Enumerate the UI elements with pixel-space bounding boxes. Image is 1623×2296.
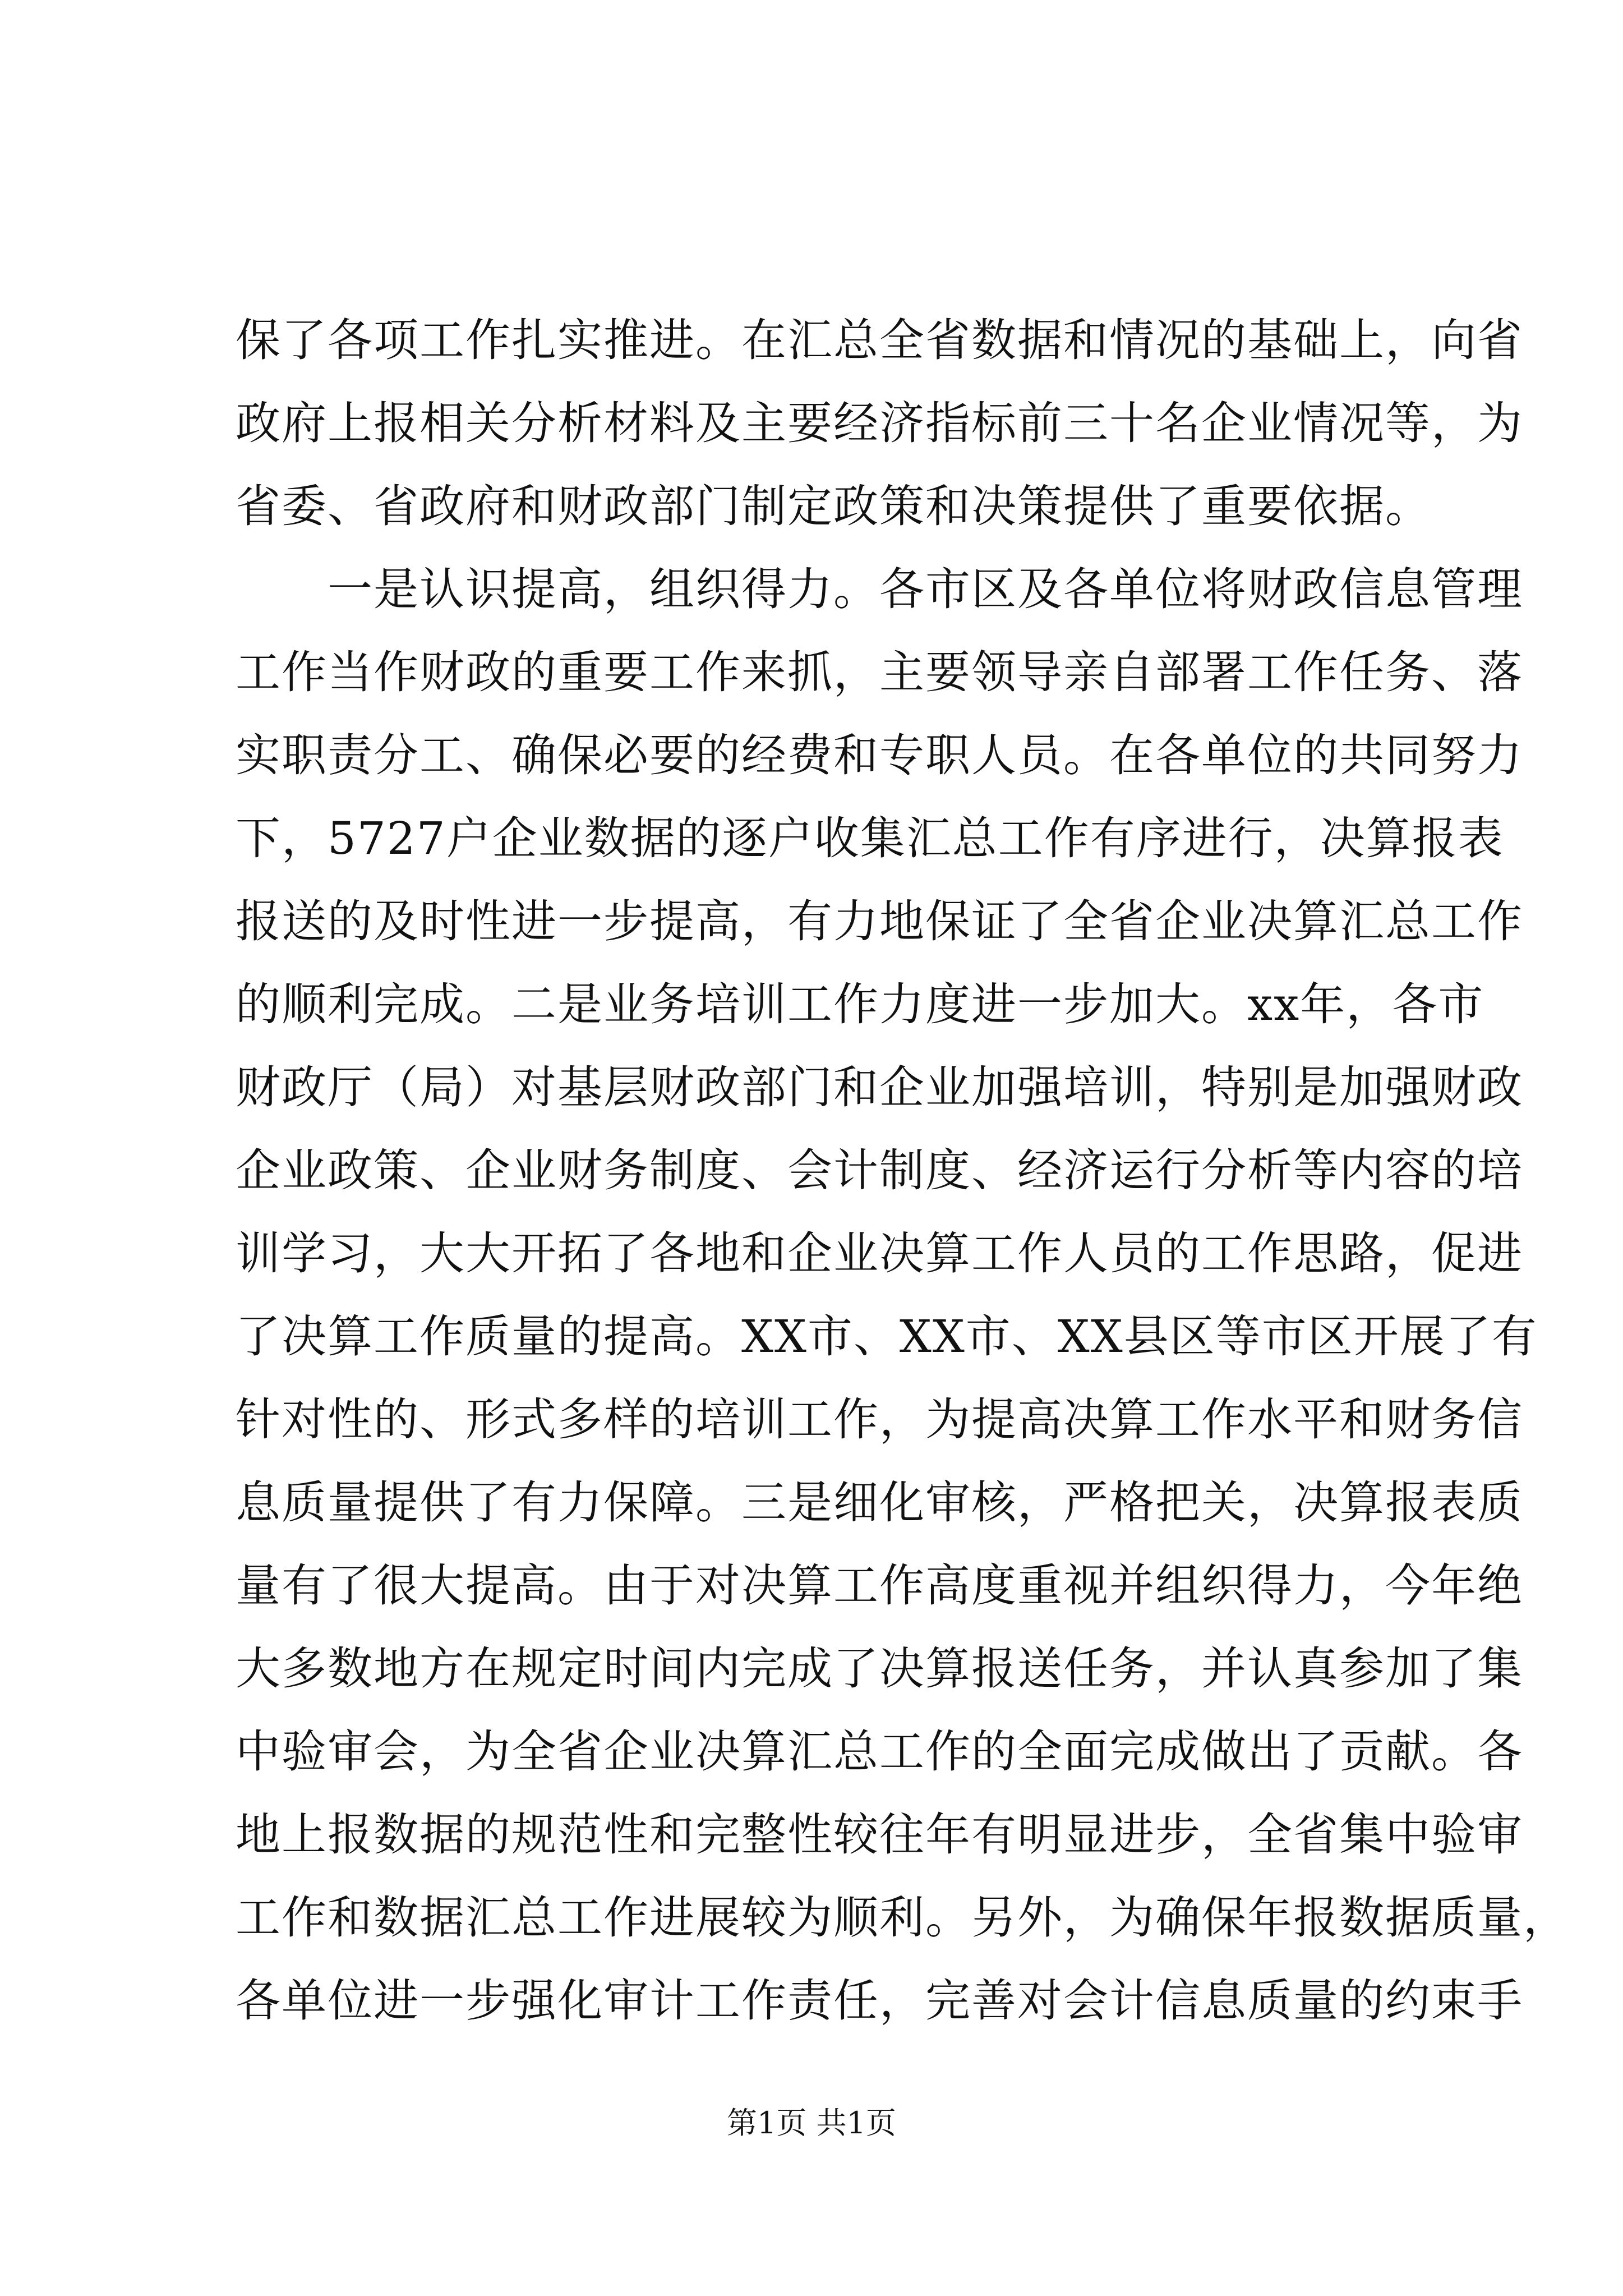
text-line: 量有了很大提高。由于对决算工作高度重视并组织得力，今年绝 <box>236 1559 1523 1612</box>
text-line: 企业政策、企业财务制度、会计制度、经济运行分析等内容的培 <box>236 1144 1523 1197</box>
text-line: 财政厅（局）对基层财政部门和企业加强培训，特别是加强财政 <box>236 1061 1523 1114</box>
text-line: 训学习，大大开拓了各地和企业决算工作人员的工作思路，促进 <box>236 1227 1523 1280</box>
text-line: 息质量提供了有力保障。三是细化审核，严格把关，决算报表质 <box>236 1476 1523 1529</box>
text-line: 工作和数据汇总工作进展较为顺利。另外，为确保年报数据质量， <box>236 1892 1569 1944</box>
text-line: 中验审会，为全省企业决算汇总工作的全面完成做出了贡献。各 <box>236 1726 1523 1778</box>
text-line: 地上报数据的规范性和完整性较往年有明显进步，全省集中验审 <box>236 1809 1523 1861</box>
text-line: 政府上报相关分析材料及主要经济指标前三十名企业情况等，为 <box>236 397 1523 449</box>
text-line: 大多数地方在规定时间内完成了决算报送任务，并认真参加了集 <box>236 1642 1523 1695</box>
text-line: 各单位进一步强化审计工作责任，完善对会计信息质量的约束手 <box>236 1975 1523 2027</box>
text-line: 针对性的、形式多样的培训工作，为提高决算工作水平和财务信 <box>236 1393 1523 1446</box>
text-line: 保了各项工作扎实推进。在汇总全省数据和情况的基础上，向省 <box>236 314 1523 366</box>
text-line: 下，5727户企业数据的逐户收集汇总工作有序进行，决算报表 <box>236 812 1504 864</box>
text-line: 工作当作财政的重要工作来抓，主要领导亲自部署工作任务、落 <box>236 646 1523 698</box>
text-line: 了决算工作质量的提高。XX市、XX市、XX县区等市区开展了有 <box>236 1310 1538 1363</box>
text-line: 省委、省政府和财政部门制定政策和决策提供了重要依据。 <box>236 480 1431 532</box>
page-footer: 第1页 共1页 <box>727 2105 896 2141</box>
body-text <box>236 299 1569 2042</box>
text-line: 一是认识提高，组织得力。各市区及各单位将财政信息管理 <box>236 563 1523 615</box>
text-line: 报送的及时性进一步提高，有力地保证了全省企业决算汇总工作 <box>236 895 1523 947</box>
text-line: 实职责分工、确保必要的经费和专职人员。在各单位的共同努力 <box>236 729 1523 781</box>
text-line: 的顺利完成。二是业务培训工作力度进一步加大。xx年，各市 <box>236 978 1484 1030</box>
